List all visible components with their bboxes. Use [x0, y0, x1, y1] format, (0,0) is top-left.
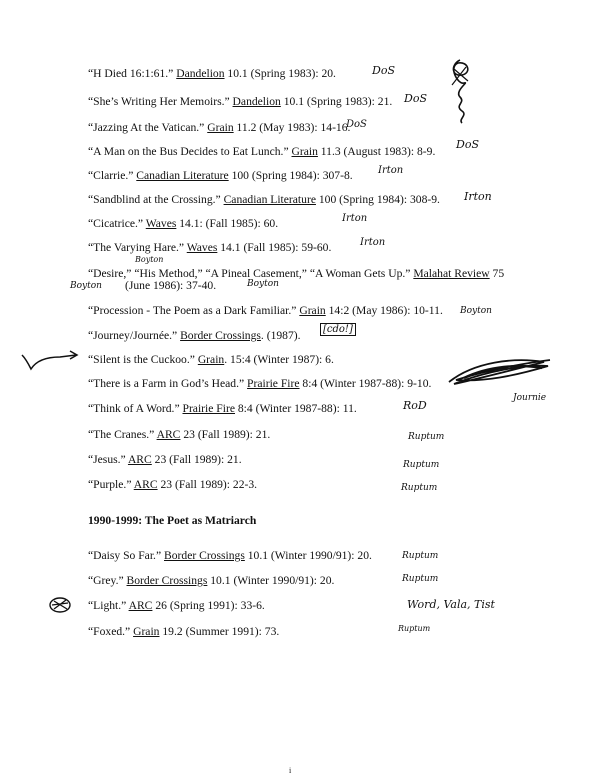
handwritten-note: DoS [456, 138, 479, 151]
bib-entry: “Jazzing At the Vatican.” Grain 11.2 (May 1983): 14-16. [88, 121, 351, 134]
bib-entry: “Foxed.” Grain 19.2 (Summer 1991): 73. [88, 625, 280, 638]
bib-entry: “A Man on the Bus Decides to Eat Lunch.” Grain 11.3 (August 1983): 8-9. [88, 145, 436, 158]
bib-entry: “Cicatrice.” Waves 14.1: (Fall 1985): 60. [88, 217, 279, 230]
bib-entry: “Desire,” “His Method,” “A Pineal Casement,” “A Woman Gets Up.” Malahat Review 75 [88, 267, 505, 280]
check-mark [20, 349, 80, 371]
handwritten-note: Ruptum [403, 460, 440, 470]
bib-entry: “She’s Writing Her Memoirs.” Dandelion 10.1 (Spring 1983): 21. [88, 95, 393, 108]
scribble-mark [444, 352, 554, 392]
handwritten-note: Boyton [460, 306, 492, 316]
bib-entry: “Think of A Word.” Prairie Fire 8:4 (Winter 1987-88): 11. [88, 402, 357, 415]
bib-entry: “Purple.” ARC 23 (Fall 1989): 22-3. [88, 478, 258, 491]
scribble-mark [48, 595, 72, 615]
bib-entry: “Silent is the Cuckoo.” Grain. 15:4 (Winter 1987): 6. [88, 353, 334, 366]
handwritten-note: Ruptum [398, 624, 431, 633]
bib-entry: “There is a Farm in God’s Head.” Prairie Fire 8:4 (Winter 1987-88): 9-10. [88, 377, 432, 390]
bib-entry: “Procession - The Poem as a Dark Familiar.” Grain 14:2 (May 1986): 10-11. [88, 304, 443, 317]
handwritten-note: DoS [404, 92, 427, 105]
bib-entry: “The Cranes.” ARC 23 (Fall 1989): 21. [88, 428, 271, 441]
bib-entry: “Jesus.” ARC 23 (Fall 1989): 21. [88, 453, 242, 466]
handwritten-note: Irton [464, 190, 492, 203]
handwritten-note: Boyton [135, 255, 164, 264]
bib-entry: “H Died 16:1:61.” Dandelion 10.1 (Spring 1983): 20. [88, 67, 336, 80]
handwritten-note: Ruptum [401, 483, 438, 493]
bib-entry: “The Varying Hare.” Waves 14.1 (Fall 1985): 59-60. [88, 241, 332, 254]
bib-entry: “Sandblind at the Crossing.” Canadian Literature 100 (Spring 1984): 308-9. [88, 193, 440, 206]
bib-entry: “Daisy So Far.” Border Crossings 10.1 (Winter 1990/91): 20. [88, 549, 372, 562]
handwritten-note: Ruptum [402, 551, 439, 561]
handwritten-note: [cdo!] [320, 323, 356, 336]
handwritten-note: DoS [346, 119, 367, 130]
bib-entry: “Light.” ARC 26 (Spring 1991): 33-6. [88, 599, 265, 612]
section-heading: 1990-1999: The Poet as Matriarch [88, 514, 257, 527]
handwritten-note: RoD [403, 399, 427, 412]
handwritten-note: Boyton [70, 281, 102, 291]
handwritten-note: Irton [360, 237, 386, 248]
bib-entry: “Journey/Journée.” Border Crossings. (1987). [88, 329, 301, 342]
handwritten-note: Boyton [247, 279, 279, 289]
handwritten-note: Ruptum [408, 432, 445, 442]
handwritten-note: Word, Vala, Tist [407, 598, 495, 611]
handwritten-note: DoS [372, 64, 395, 77]
handwritten-note: Ruptum [402, 574, 439, 584]
page-mark: i [289, 766, 292, 775]
bib-entry: “Grey.” Border Crossings 10.1 (Winter 1990/91): 20. [88, 574, 335, 587]
bib-entry: “Clarrie.” Canadian Literature 100 (Spring 1984): 307-8. [88, 169, 353, 182]
scribble-mark [440, 55, 480, 125]
handwritten-note: Irton [342, 213, 368, 224]
handwritten-note: Journie [513, 393, 547, 403]
handwritten-note: Irton [378, 165, 404, 176]
bib-entry-continuation: (June 1986): 37-40. [125, 279, 217, 292]
